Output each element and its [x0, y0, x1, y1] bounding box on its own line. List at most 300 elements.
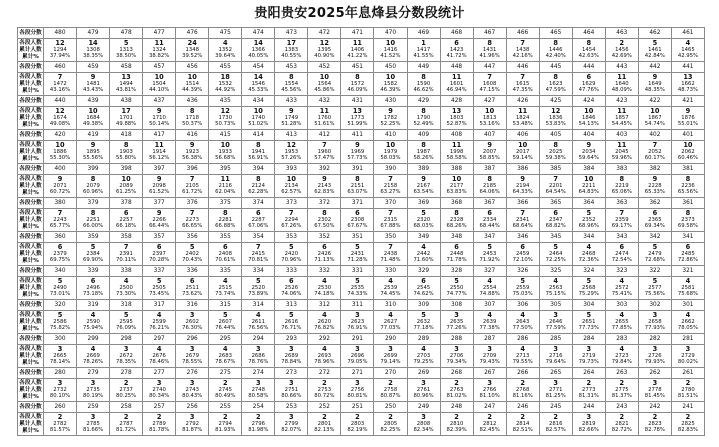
count-value: 8	[553, 140, 559, 149]
count-value: 4	[685, 38, 691, 47]
cumulative-value: 1674	[53, 114, 67, 121]
stat-cell	[374, 345, 407, 368]
percent-value: 72.10%	[512, 257, 533, 264]
stat-cell	[308, 175, 341, 198]
percent-value: 80.58%	[248, 393, 269, 400]
count-value: 8	[421, 106, 426, 115]
count-value: 3	[652, 310, 658, 319]
stat-cell	[539, 39, 572, 62]
score-cell: 368	[440, 198, 473, 209]
cumulative-value: 2763	[449, 386, 464, 393]
score-cell: 445	[539, 62, 572, 73]
percent-value: 50.14%	[149, 121, 170, 128]
count-value: 7	[553, 174, 559, 183]
stat-cell	[440, 311, 473, 334]
score-row	[18, 402, 705, 413]
count-value: 12	[319, 38, 329, 47]
score-cell: 347	[473, 232, 506, 243]
cumulative-value: 2766	[482, 386, 497, 393]
percent-value: 51.99%	[347, 121, 368, 128]
count-value: 6	[685, 242, 691, 251]
cumulative-value: 2116	[218, 182, 232, 189]
percent-value: 59.38%	[545, 155, 566, 162]
score-cell: 281	[671, 334, 704, 345]
score-cell: 418	[110, 130, 143, 141]
cumulative-value: 1546	[251, 80, 266, 87]
stat-cell	[308, 379, 341, 402]
count-value: 2	[586, 378, 592, 387]
score-cell: 352	[308, 232, 341, 243]
count-value: 10	[385, 72, 396, 81]
percent-value: 74.18%	[314, 291, 335, 298]
count-value: 14	[253, 38, 263, 47]
stat-cell	[473, 277, 506, 300]
score-cell: 284	[572, 334, 605, 345]
percent-value: 81.57%	[49, 427, 71, 434]
percent-value: 66.65%	[182, 223, 203, 230]
stat-cell	[572, 379, 605, 402]
count-value: 6	[487, 208, 492, 217]
count-value: 2	[256, 412, 261, 421]
stat-cell	[143, 175, 176, 198]
row-label-pct: 累计%	[22, 427, 39, 434]
row-label-count: 各段人数	[19, 379, 42, 386]
count-value: 10	[584, 106, 594, 115]
stat-cell	[506, 243, 539, 266]
stat-cell	[605, 413, 638, 436]
stat-cell	[275, 175, 308, 198]
cumulative-value: 2799	[284, 420, 299, 427]
stat-cell	[407, 413, 440, 436]
stat-cell	[671, 277, 704, 300]
percent-value: 73.45%	[149, 291, 170, 298]
score-cell: 307	[473, 300, 506, 311]
percent-value: 62.83%	[314, 189, 335, 196]
cumulative-value: 1773	[350, 114, 365, 121]
score-row-label: 各段分数	[18, 130, 44, 141]
percent-value: 75.56%	[644, 291, 665, 298]
stat-cell	[209, 209, 242, 232]
score-cell: 411	[341, 130, 374, 141]
score-cell: 298	[110, 334, 143, 345]
percent-value: 53.83%	[545, 121, 566, 128]
count-value: 8	[685, 208, 691, 217]
score-cell: 259	[77, 402, 110, 413]
score-cell: 478	[110, 28, 143, 39]
cumulative-value: 2768	[515, 386, 530, 393]
stat-cell	[671, 141, 704, 164]
percent-value: 43.43%	[82, 87, 104, 94]
percent-value: 58.58%	[446, 155, 467, 162]
percent-value: 80.49%	[215, 393, 236, 400]
stat-cell	[308, 141, 341, 164]
count-value: 5	[454, 276, 459, 285]
cumulative-value: 1308	[86, 46, 100, 53]
stat-cell	[77, 277, 110, 300]
stat-cell	[572, 175, 605, 198]
percent-value: 80.87%	[380, 393, 401, 400]
percent-value: 40.90%	[314, 53, 335, 60]
percent-value: 43.81%	[116, 87, 137, 94]
score-cell: 256	[176, 402, 209, 413]
count-value: 4	[322, 310, 327, 319]
percent-value: 54.13%	[578, 121, 599, 128]
row-label-count: 各段人数	[19, 311, 42, 318]
count-value: 3	[421, 412, 426, 421]
score-cell: 288	[440, 334, 473, 345]
percent-value: 80.96%	[413, 393, 434, 400]
percent-value: 78.55%	[182, 359, 203, 366]
count-value: 2	[652, 412, 658, 421]
stat-cell	[176, 413, 209, 436]
count-value: 2	[520, 412, 525, 421]
cumulative-value: 2194	[515, 182, 530, 189]
cumulative-value: 1886	[53, 148, 67, 155]
percent-value: 79.93%	[644, 359, 665, 366]
data-row	[18, 107, 705, 130]
cumulative-value: 2079	[86, 182, 100, 189]
score-cell: 459	[77, 62, 110, 73]
stat-cell	[671, 73, 704, 96]
percent-value: 62.28%	[248, 189, 269, 196]
score-cell: 398	[110, 164, 143, 175]
row-label-cum: 累计人数	[19, 420, 42, 427]
score-row-label: 各段分数	[18, 28, 44, 39]
score-cell: 387	[473, 164, 506, 175]
percent-value: 80.10%	[49, 393, 71, 400]
cumulative-value: 2550	[449, 284, 464, 291]
count-value: 2	[553, 412, 559, 421]
score-cell: 261	[671, 368, 704, 379]
percent-value: 60.96%	[82, 189, 104, 196]
cumulative-value: 2706	[449, 352, 464, 359]
stat-cell	[473, 141, 506, 164]
cumulative-value: 2787	[119, 420, 133, 427]
count-value: 4	[322, 344, 327, 353]
cumulative-value: 2683	[218, 352, 232, 359]
row-label-count: 各段人数	[19, 243, 42, 250]
stat-cell	[275, 345, 308, 368]
percent-value: 80.19%	[82, 393, 104, 400]
cumulative-value: 2689	[284, 352, 299, 359]
count-value: 5	[355, 242, 360, 251]
cumulative-value: 1608	[482, 80, 497, 87]
percent-value: 46.94%	[446, 87, 467, 94]
percent-value: 46.09%	[347, 87, 368, 94]
stat-cell	[638, 107, 671, 130]
stat-cell	[308, 73, 341, 96]
percent-value: 71.48%	[380, 257, 401, 264]
cumulative-value: 1857	[615, 114, 629, 121]
row-label-cum: 累计人数	[19, 182, 42, 189]
count-value: 6	[189, 276, 195, 285]
cumulative-value: 1623	[548, 80, 563, 87]
stat-cell	[209, 277, 242, 300]
cumulative-value: 1294	[53, 46, 67, 53]
score-cell: 435	[209, 96, 242, 107]
stat-cell	[341, 141, 374, 164]
cumulative-value: 2586	[53, 318, 67, 325]
stat-cell	[572, 39, 605, 62]
row-label-pct: 累计%	[22, 121, 39, 128]
stat-cell	[407, 141, 440, 164]
score-cell: 265	[539, 368, 572, 379]
stat-cell	[275, 73, 308, 96]
score-row-label: 各段分数	[18, 368, 44, 379]
count-value: 3	[355, 344, 360, 353]
stat-cell	[275, 107, 308, 130]
cumulative-value: 1941	[251, 148, 266, 155]
count-value: 4	[619, 344, 625, 353]
percent-value: 76.44%	[215, 325, 236, 332]
count-value: 2	[685, 412, 691, 421]
score-cell: 417	[143, 130, 176, 141]
count-value: 8	[322, 208, 327, 217]
count-value: 6	[57, 242, 63, 251]
stat-cell	[44, 39, 77, 62]
percent-value: 75.03%	[512, 291, 533, 298]
percent-value: 68.82%	[545, 223, 566, 230]
score-cell: 321	[671, 266, 704, 277]
stat-cell	[407, 345, 440, 368]
score-cell: 441	[671, 62, 704, 73]
cumulative-value: 2185	[482, 182, 497, 189]
count-value: 7	[189, 174, 195, 183]
stat-cell	[275, 39, 308, 62]
row-label-pct: 累计%	[22, 291, 39, 298]
score-cell: 277	[143, 368, 176, 379]
stat-cell	[638, 379, 671, 402]
score-cell: 342	[638, 232, 671, 243]
count-value: 8	[90, 174, 96, 183]
percent-value: 82.83%	[677, 427, 699, 434]
score-cell: 446	[506, 62, 539, 73]
score-cell: 333	[275, 266, 308, 277]
stat-cell	[176, 73, 209, 96]
row-label-pct: 累计%	[22, 87, 39, 94]
count-value: 9	[90, 72, 96, 81]
score-cell: 426	[506, 96, 539, 107]
score-cell: 380	[44, 198, 77, 209]
percent-value: 81.98%	[248, 427, 269, 434]
stat-cell	[638, 277, 671, 300]
percent-value: 79.05%	[347, 359, 368, 366]
score-cell: 367	[473, 198, 506, 209]
stat-cell	[44, 277, 77, 300]
percent-value: 80.02%	[677, 359, 699, 366]
score-cell: 477	[143, 28, 176, 39]
stat-cell	[473, 345, 506, 368]
percent-value: 81.25%	[545, 393, 566, 400]
count-value: 10	[650, 106, 660, 115]
count-value: 2	[388, 378, 393, 387]
percent-value: 71.28%	[347, 257, 368, 264]
score-cell: 466	[506, 28, 539, 39]
count-value: 13	[683, 72, 693, 81]
cumulative-value: 2017	[515, 148, 530, 155]
score-cell: 473	[275, 28, 308, 39]
stat-cell	[440, 39, 473, 62]
count-value: 9	[520, 174, 525, 183]
percent-value: 55.01%	[677, 121, 699, 128]
count-value: 8	[355, 174, 360, 183]
score-row	[18, 62, 705, 73]
data-row-label	[18, 277, 44, 300]
percent-value: 77.85%	[611, 325, 632, 332]
cumulative-value: 2789	[152, 420, 166, 427]
row-label-cum: 累计人数	[19, 318, 42, 325]
stat-cell	[143, 379, 176, 402]
cumulative-value: 2539	[383, 284, 398, 291]
cumulative-value: 2716	[548, 352, 563, 359]
count-value: 3	[553, 378, 559, 387]
stat-cell	[506, 209, 539, 232]
percent-value: 38.82%	[149, 53, 170, 60]
stat-cell	[539, 73, 572, 96]
count-value: 4	[322, 276, 327, 285]
score-cell: 453	[275, 62, 308, 73]
count-value: 4	[123, 276, 129, 285]
count-value: 14	[88, 38, 98, 47]
score-cell: 336	[176, 266, 209, 277]
data-row-label	[18, 243, 44, 266]
score-cell: 391	[341, 164, 374, 175]
stat-cell	[242, 73, 275, 96]
stat-cell	[473, 379, 506, 402]
count-value: 2	[454, 378, 459, 387]
stat-cell	[110, 39, 143, 62]
cumulative-value: 1472	[53, 80, 67, 87]
score-cell: 461	[671, 28, 704, 39]
stat-cell	[440, 345, 473, 368]
cumulative-value: 2464	[548, 250, 563, 257]
data-row	[18, 311, 705, 334]
score-cell: 315	[209, 300, 242, 311]
score-cell: 274	[242, 368, 275, 379]
count-value: 7	[619, 208, 625, 217]
percent-value: 79.34%	[446, 359, 467, 366]
stat-cell	[605, 243, 638, 266]
count-value: 9	[685, 106, 691, 115]
cumulative-value: 2646	[548, 318, 563, 325]
stat-cell	[638, 345, 671, 368]
count-value: 2	[454, 412, 459, 421]
stat-cell	[143, 345, 176, 368]
cumulative-value: 2599	[152, 318, 166, 325]
score-cell: 436	[176, 96, 209, 107]
score-row-label: 各段分数	[18, 164, 44, 175]
count-value: 8	[289, 72, 294, 81]
percent-value: 72.68%	[644, 257, 665, 264]
percent-value: 64.83%	[578, 189, 599, 196]
score-cell: 415	[209, 130, 242, 141]
score-cell: 276	[176, 368, 209, 379]
cumulative-value: 1454	[582, 46, 596, 53]
stat-cell	[473, 413, 506, 436]
score-cell: 395	[209, 164, 242, 175]
percent-value: 76.30%	[182, 325, 203, 332]
percent-value: 76.71%	[281, 325, 302, 332]
cumulative-value: 2602	[185, 318, 199, 325]
stat-cell	[605, 277, 638, 300]
count-value: 8	[256, 174, 261, 183]
score-cell: 399	[77, 164, 110, 175]
percent-value: 59.64%	[578, 155, 599, 162]
stat-cell	[341, 379, 374, 402]
count-value: 2	[156, 412, 162, 421]
data-row	[18, 277, 705, 300]
stat-cell	[638, 141, 671, 164]
percent-value: 75.15%	[545, 291, 566, 298]
score-cell: 320	[44, 300, 77, 311]
count-value: 3	[57, 344, 63, 353]
stat-cell	[539, 175, 572, 198]
percent-value: 70.81%	[248, 257, 269, 264]
count-value: 9	[156, 174, 162, 183]
cumulative-value: 2379	[53, 250, 67, 257]
percent-value: 73.89%	[248, 291, 269, 298]
cumulative-value: 1629	[582, 80, 596, 87]
cumulative-value: 1760	[317, 114, 332, 121]
percent-value: 60.72%	[49, 189, 71, 196]
percent-value: 81.72%	[116, 427, 137, 434]
percent-value: 66.44%	[149, 223, 170, 230]
score-cell: 332	[308, 266, 341, 277]
stat-cell	[143, 243, 176, 266]
cumulative-value: 2803	[350, 420, 365, 427]
score-cell: 292	[308, 334, 341, 345]
stat-cell	[605, 175, 638, 198]
cumulative-value: 2812	[482, 420, 497, 427]
count-value: 11	[154, 140, 164, 149]
cumulative-value: 2801	[317, 420, 332, 427]
percent-value: 62.57%	[281, 189, 302, 196]
count-value: 11	[154, 38, 164, 47]
stat-cell	[44, 107, 77, 130]
count-value: 3	[189, 378, 195, 387]
score-cell: 389	[407, 164, 440, 175]
count-value: 8	[421, 72, 426, 81]
percent-value: 73.30%	[116, 291, 137, 298]
stat-cell	[440, 209, 473, 232]
count-value: 4	[256, 310, 261, 319]
stat-cell	[44, 243, 77, 266]
percent-value: 76.09%	[116, 325, 137, 332]
cumulative-value: 2816	[548, 420, 563, 427]
cumulative-value: 2328	[449, 216, 464, 223]
data-row	[18, 243, 705, 266]
score-cell: 413	[275, 130, 308, 141]
cumulative-value: 2402	[185, 250, 199, 257]
count-value: 9	[189, 140, 195, 149]
stat-cell	[572, 107, 605, 130]
score-cell: 456	[176, 62, 209, 73]
cumulative-value: 2703	[416, 352, 431, 359]
count-value: 6	[454, 242, 459, 251]
stat-cell	[209, 73, 242, 96]
percent-value: 46.62%	[413, 87, 434, 94]
count-value: 4	[487, 310, 492, 319]
data-row-label	[18, 39, 44, 62]
percent-value: 55.80%	[116, 155, 137, 162]
percent-value: 42.84%	[644, 53, 665, 60]
row-label-pct: 累计%	[22, 53, 39, 60]
percent-value: 41.22%	[347, 53, 368, 60]
count-value: 5	[289, 310, 294, 319]
cumulative-value: 2025	[548, 148, 563, 155]
percent-value: 61.72%	[182, 189, 203, 196]
percent-value: 38.50%	[116, 53, 137, 60]
